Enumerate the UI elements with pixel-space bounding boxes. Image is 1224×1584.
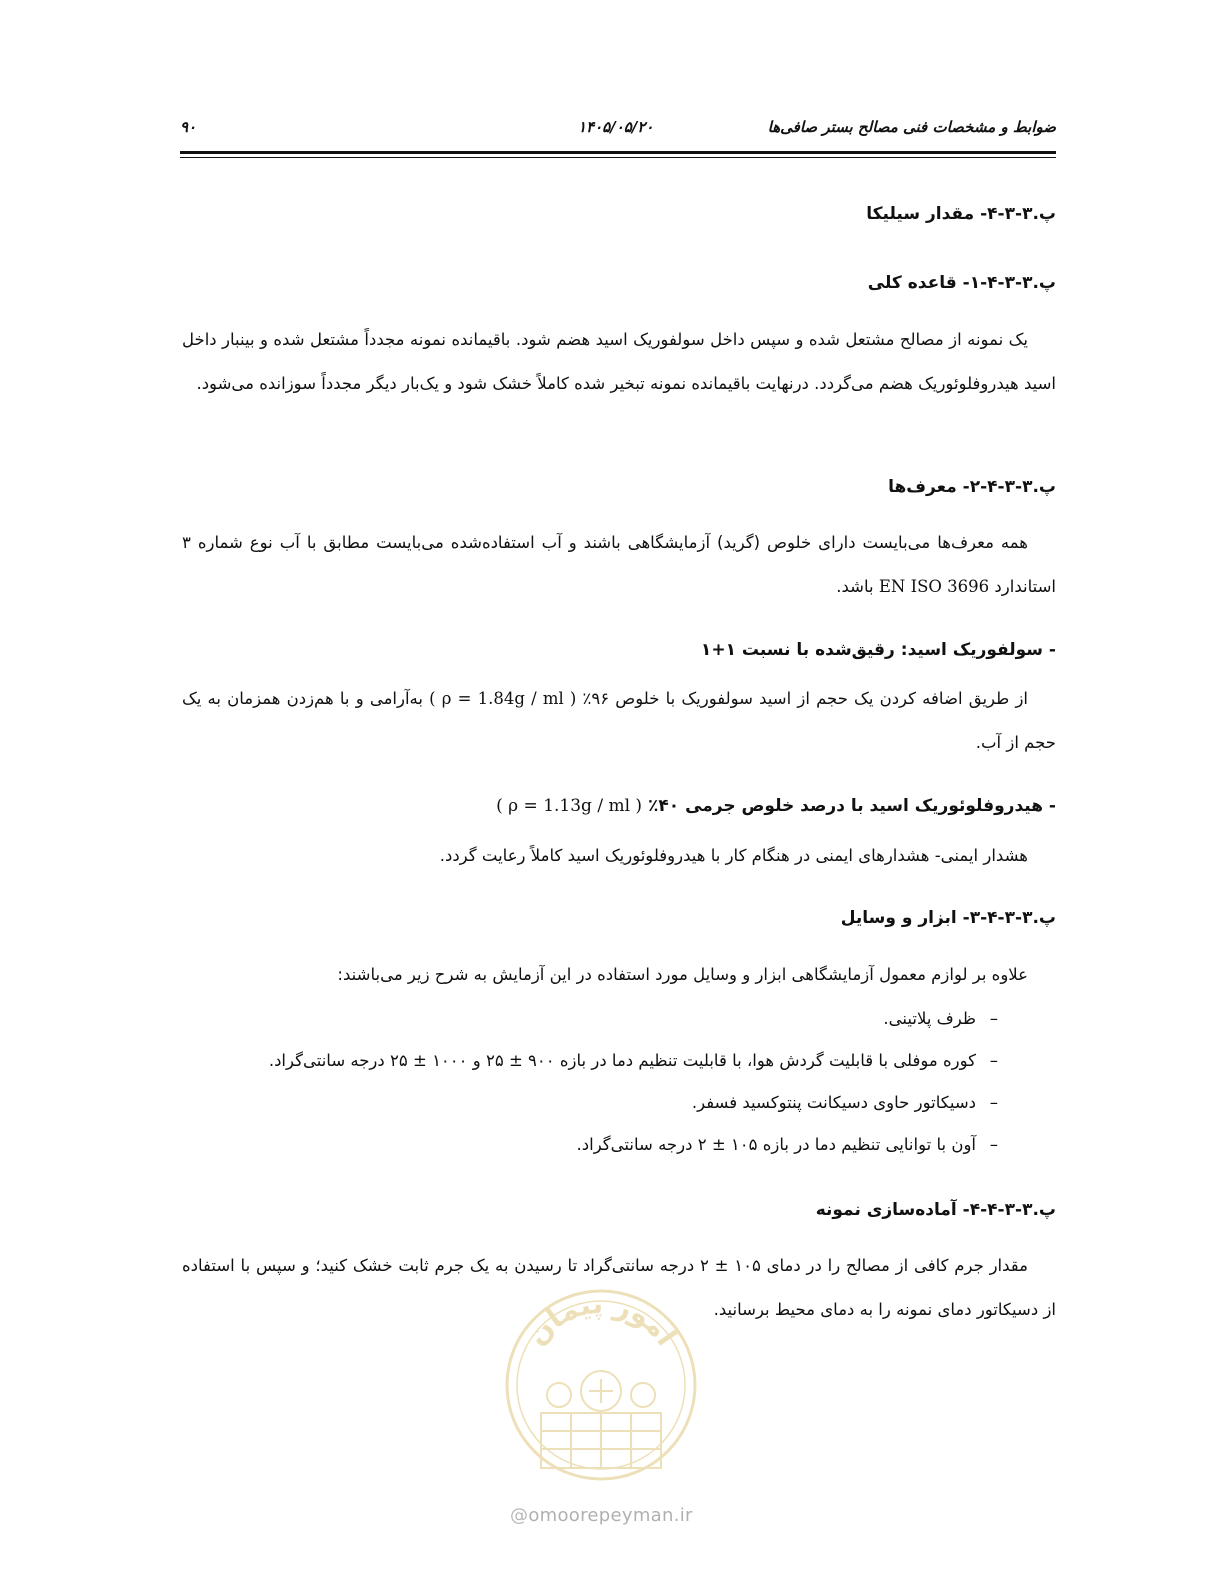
list-item-text: آون با توانایی تنظیم دما در بازه ۱۰۵ ± ۲ درجه سانتی‌گراد. — [576, 1135, 976, 1154]
standard-code: EN ISO 3696 — [878, 577, 990, 596]
list-item — [182, 1124, 1056, 1166]
paragraph-reagents — [182, 521, 1056, 609]
sulfuric-text-b: به‌آرامی و با هم‌زدن همزمان به یک حجم از آب. — [182, 689, 1056, 752]
svg-text:امور پیمان — [520, 1287, 683, 1352]
paragraph-general-rule: یک نمونه از مصالح مشتعل شده و سپس داخل سولفوریک اسید هضم شود. باقیمانده نمونه مجدداً مشتعل شده و بینبار داخل اسید هیدروفلوئوریک هضم می‌گردد. درنهایت باقیمانده نمونه تبخیر شده کاملاً خشک شود و یک‌بار دیگر مجدداً سوزانده می‌شود. — [182, 330, 1056, 393]
paragraph-sulfuric — [182, 677, 1056, 765]
header-date: ۱۴۰۵/۰۵/۲۰ — [578, 118, 654, 136]
sulfuric-density-formula: ( ρ = 1.84g / ml ) — [429, 689, 577, 708]
section-heading-general-rule: پ.۳-۳-۴-۱- قاعده کلی — [867, 273, 1056, 293]
list-item — [182, 1040, 1056, 1082]
hf-heading-text: - هیدروفلوئوریک اسید با درصد خلوص جرمی ۴۰٪ — [648, 796, 1056, 816]
list-dash: – — [989, 1051, 998, 1070]
list-item — [182, 998, 1056, 1040]
section-heading-reagents-text: پ.۳-۳-۴-۲- معرف‌ها — [888, 477, 1056, 497]
list-item-text: دسیکاتور حاوی دسیکانت پنتوکسید فسفر. — [691, 1093, 976, 1112]
list-dash: – — [989, 1009, 998, 1028]
header-rule-thick — [180, 151, 1056, 154]
header-rule-thin — [180, 157, 1056, 158]
watermark-url-text: omoorepeyman.ir — [528, 1505, 693, 1526]
paragraph-equipment-intro: علاوه بر لوازم معمول آزمایشگاهی ابزار و وسایل مورد استفاده در این آزمایش به شرح زیر می‌باشند: — [337, 965, 1028, 984]
reagents-text-b: باشد. — [836, 577, 874, 596]
list-item — [182, 1082, 1056, 1124]
watermark-logo-icon — [501, 1283, 701, 1488]
page-number: ۹۰ — [180, 118, 197, 136]
section-heading-silica: پ.۳-۳-۴- مقدار سیلیکا — [866, 204, 1056, 224]
equipment-list — [182, 998, 1056, 1166]
watermark-url — [510, 1505, 693, 1526]
watermark-logo-text: امور پیمان — [519, 1286, 684, 1352]
list-dash: – — [989, 1135, 998, 1154]
header-title: ضوابط و مشخصات فنی مصالح بستر صافی‌ها — [767, 118, 1056, 136]
section-heading-reagents — [182, 477, 1056, 497]
sulfuric-text-a: از طریق اضافه کردن یک حجم از اسید سولفوریک با خلوص ۹۶٪ — [582, 689, 1029, 708]
section-heading-sample-prep: پ.۳-۳-۴-۴- آماده‌سازی نمونه — [815, 1200, 1056, 1220]
list-item-text: کوره موفلی با قابلیت گردش هوا، با قابلیت تنظیم دما در بازه ۹۰۰ ± ۲۵ و ۱۰۰۰ ± ۲۵ درجه سانتی‌گراد. — [268, 1051, 976, 1070]
paragraph-sample-prep: مقدار جرم کافی از مصالح را در دمای ۱۰۵ ± ۲ درجه سانتی‌گراد تا رسیدن به یک جرم ثابت خشک کنید؛ و سپس با استفاده از دسیکاتور دمای نمونه را به دمای محیط برسانید. — [182, 1256, 1056, 1319]
section-heading-equipment: پ.۳-۳-۴-۳- ابزار و وسایل — [840, 908, 1056, 928]
list-item-text: ظرف پلاتینی. — [883, 1009, 976, 1028]
list-dash: – — [989, 1093, 998, 1112]
reagent-heading-hydrofluoric — [182, 796, 1056, 816]
reagent-heading-sulfuric: - سولفوریک اسید: رقیق‌شده با نسبت ۱+۱ — [700, 640, 1056, 660]
paragraph-safety-warning: هشدار ایمنی- هشدارهای ایمنی در هنگام کار با هیدروفلوئوریک اسید کاملاً رعایت گردد. — [439, 846, 1028, 865]
hf-density-formula: ( ρ = 1.13g / ml ) — [496, 796, 643, 816]
watermark-at-icon: @ — [510, 1505, 529, 1526]
reagents-text-a: همه معرف‌ها می‌بایست دارای خلوص (گرید) آزمایشگاهی باشند و آب استفاده‌شده می‌بایست مطابق با آب نوع شماره ۳ استاندارد — [182, 533, 1056, 596]
